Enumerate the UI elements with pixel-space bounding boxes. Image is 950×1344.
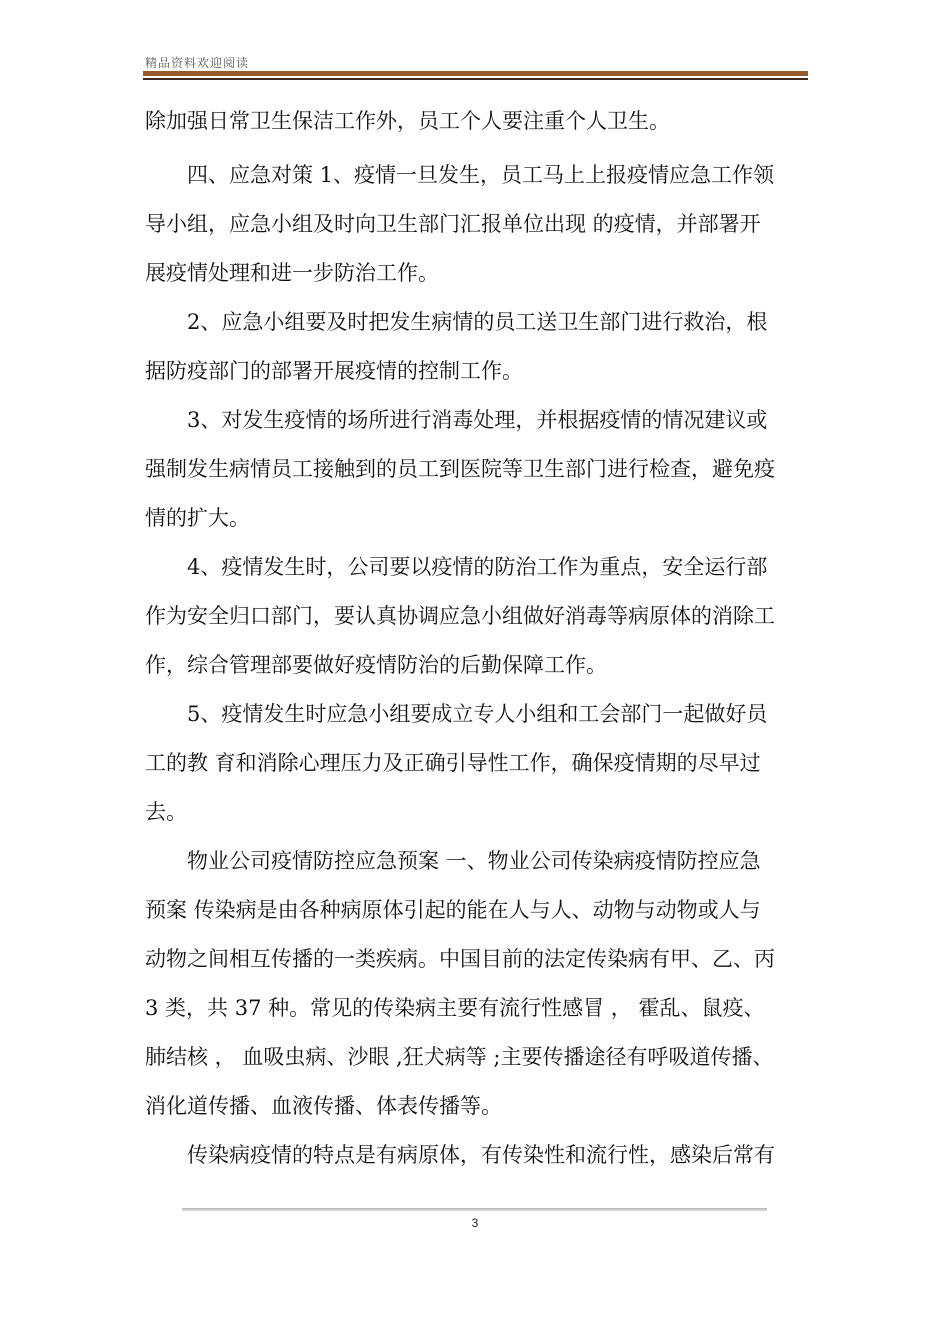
text-line: 肺结核 ， 血吸虫病、沙眼 ,狂犬病等 ;主要传播途径有呼吸道传播、 bbox=[145, 1045, 774, 1069]
text-line: 据防疫部门的部署开展疫情的控制工作。 bbox=[145, 359, 523, 383]
text-line: 展疫情处理和进一步防治工作。 bbox=[145, 261, 439, 285]
page-number: 3 bbox=[471, 1216, 479, 1230]
text-line: 情的扩大。 bbox=[145, 506, 250, 530]
document-body bbox=[145, 100, 810, 1180]
text-line: 5、疫情发生时应急小组要成立专人小组和工会部门一起做好员 bbox=[145, 702, 768, 726]
text-line: 工的教 育和消除心理压力及正确引导性工作，确保疫情期的尽早过 bbox=[145, 751, 761, 775]
text-line: 3 类，共 37 种。常见的传染病主要有流行性感冒 ， 霍乱、鼠疫、 bbox=[145, 996, 765, 1020]
text-line: 作，综合管理部要做好疫情防治的后勤保障工作。 bbox=[145, 653, 607, 677]
text-line: 3、对发生疫情的场所进行消毒处理，并根据疫情的情况建议或 bbox=[145, 408, 768, 432]
text-line: 物业公司疫情防控应急预案 一、物业公司传染病疫情防控应急 bbox=[145, 849, 761, 873]
header-rule bbox=[143, 71, 808, 76]
text-line: 除加强日常卫生保洁工作外，员工个人要注重个人卫生。 bbox=[145, 109, 670, 133]
text-line: 预案 传染病是由各种病原体引起的能在人与人、动物与动物或人与 bbox=[145, 898, 761, 922]
text-line: 动物之间相互传播的一类疾病。中国目前的法定传染病有甲、乙、丙 bbox=[145, 947, 775, 971]
text-line: 2、应急小组要及时把发生病情的员工送卫生部门进行救治，根 bbox=[145, 310, 768, 334]
header-rule-thin bbox=[143, 78, 808, 80]
text-line: 传染病疫情的特点是有病原体，有传染性和流行性，感染后常有 bbox=[145, 1143, 775, 1167]
text-line: 作为安全归口部门，要认真协调应急小组做好消毒等病原体的消除工 bbox=[145, 604, 775, 628]
text-line: 导小组，应急小组及时向卫生部门汇报单位出现 的疫情，并部署开 bbox=[145, 212, 761, 236]
text-line: 消化道传播、血液传播、体表传播等。 bbox=[145, 1094, 502, 1118]
footer-rule bbox=[182, 1208, 767, 1211]
text-line: 4、疫情发生时，公司要以疫情的防治工作为重点，安全运行部 bbox=[145, 555, 768, 579]
text-line: 强制发生病情员工接触到的员工到医院等卫生部门进行检查，避免疫 bbox=[145, 457, 775, 481]
text-line: 去。 bbox=[145, 800, 187, 824]
text-line: 四、应急对策 1、疫情一旦发生，员工马上上报疫情应急工作领 bbox=[145, 163, 775, 187]
page-header-title: 精品资料欢迎阅读 bbox=[145, 56, 250, 70]
